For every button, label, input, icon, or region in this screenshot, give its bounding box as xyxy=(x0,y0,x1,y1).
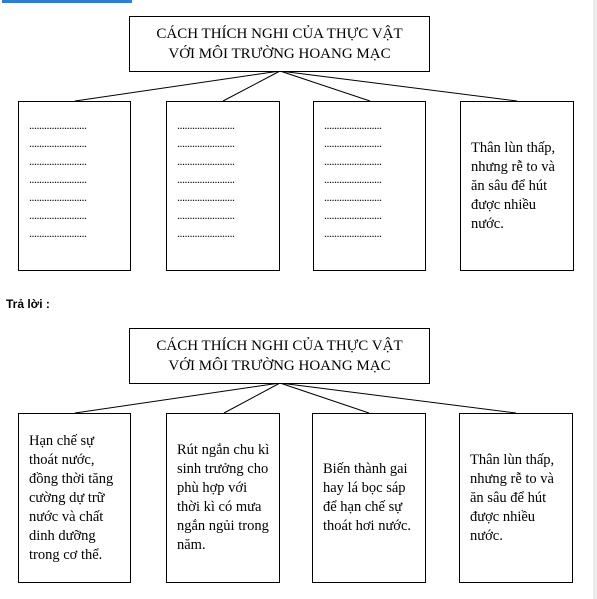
blank-line: ....................... xyxy=(324,208,382,222)
diagram2-box-3-text: Biến thành gai hay lá bọc sáp để hạn chế sự thoát hơi nước. xyxy=(323,461,412,534)
blank-line: ....................... xyxy=(29,190,87,204)
diagram2-box-3 xyxy=(312,413,426,583)
blank-line: ....................... xyxy=(29,118,87,132)
blank-line: ....................... xyxy=(177,154,235,168)
diagram2-box-4-text: Thân lùn thấp, nhưng rễ to và ăn sâu để hút được nhiều nước. xyxy=(470,451,555,544)
diagram2-box-4 xyxy=(459,413,573,583)
diagram2-box-2 xyxy=(166,413,280,583)
blank-line: ....................... xyxy=(177,190,235,204)
diagram1-blank-box-3 xyxy=(313,101,426,271)
blank-line: ....................... xyxy=(29,172,87,186)
blank-line: ....................... xyxy=(177,226,235,240)
blank-line: ....................... xyxy=(324,226,382,240)
diagram2-box-2-text: Rút ngắn chu kì sinh trưởng cho phù hợp với thời kì có mưa ngắn ngủi trong năm. xyxy=(177,442,270,553)
blank-line: ....................... xyxy=(29,136,87,150)
blank-line: ....................... xyxy=(29,154,87,168)
blank-line: ....................... xyxy=(29,208,87,222)
blank-line: ....................... xyxy=(324,118,382,132)
diagram1-title-box xyxy=(129,16,430,72)
connector-d1-4 xyxy=(280,71,517,101)
connector-d2-3 xyxy=(280,383,369,413)
diagram2-title-line1: CÁCH THÍCH NGHI CỦA THỰC VẬT xyxy=(156,338,403,354)
diagram1-box-4-text: Thân lùn thấp, nhưng rễ to và ăn sâu để hút được nhiều nước. xyxy=(471,139,556,232)
blank-line: ....................... xyxy=(324,172,382,186)
connector-d2-4 xyxy=(280,383,516,413)
diagram2-box-1 xyxy=(18,413,131,583)
blank-line: ....................... xyxy=(177,118,235,132)
blank-line: ....................... xyxy=(177,172,235,186)
connector-d2-1 xyxy=(75,383,280,413)
diagram2-title-line2: VỚI MÔI TRƯỜNG HOANG MẠC xyxy=(168,358,391,374)
diagram1-title-line1: CÁCH THÍCH NGHI CỦA THỰC VẬT xyxy=(156,26,403,42)
diagram2-title-box xyxy=(129,328,430,384)
diagram2-box-1-text: Hạn chế sự thoát nước, đồng thời tăng cường dự trữ nước và chất dinh dưỡng trong cơ thể. xyxy=(29,432,114,563)
blank-line: ....................... xyxy=(177,136,235,150)
blank-line: ....................... xyxy=(324,154,382,168)
connector-d1-3 xyxy=(280,71,370,101)
diagram1-blank-box-1 xyxy=(18,101,131,271)
connector-d1-1 xyxy=(75,71,280,101)
diagram1-box-4 xyxy=(460,101,574,271)
blank-line: ....................... xyxy=(29,226,87,240)
diagram1-title-line2: VỚI MÔI TRƯỜNG HOANG MẠC xyxy=(168,46,391,62)
blank-line: ....................... xyxy=(324,190,382,204)
blank-line: ....................... xyxy=(324,136,382,150)
diagram1-blank-box-2 xyxy=(166,101,280,271)
answer-label: Trả lời : xyxy=(6,297,50,311)
blank-line: ....................... xyxy=(177,208,235,222)
